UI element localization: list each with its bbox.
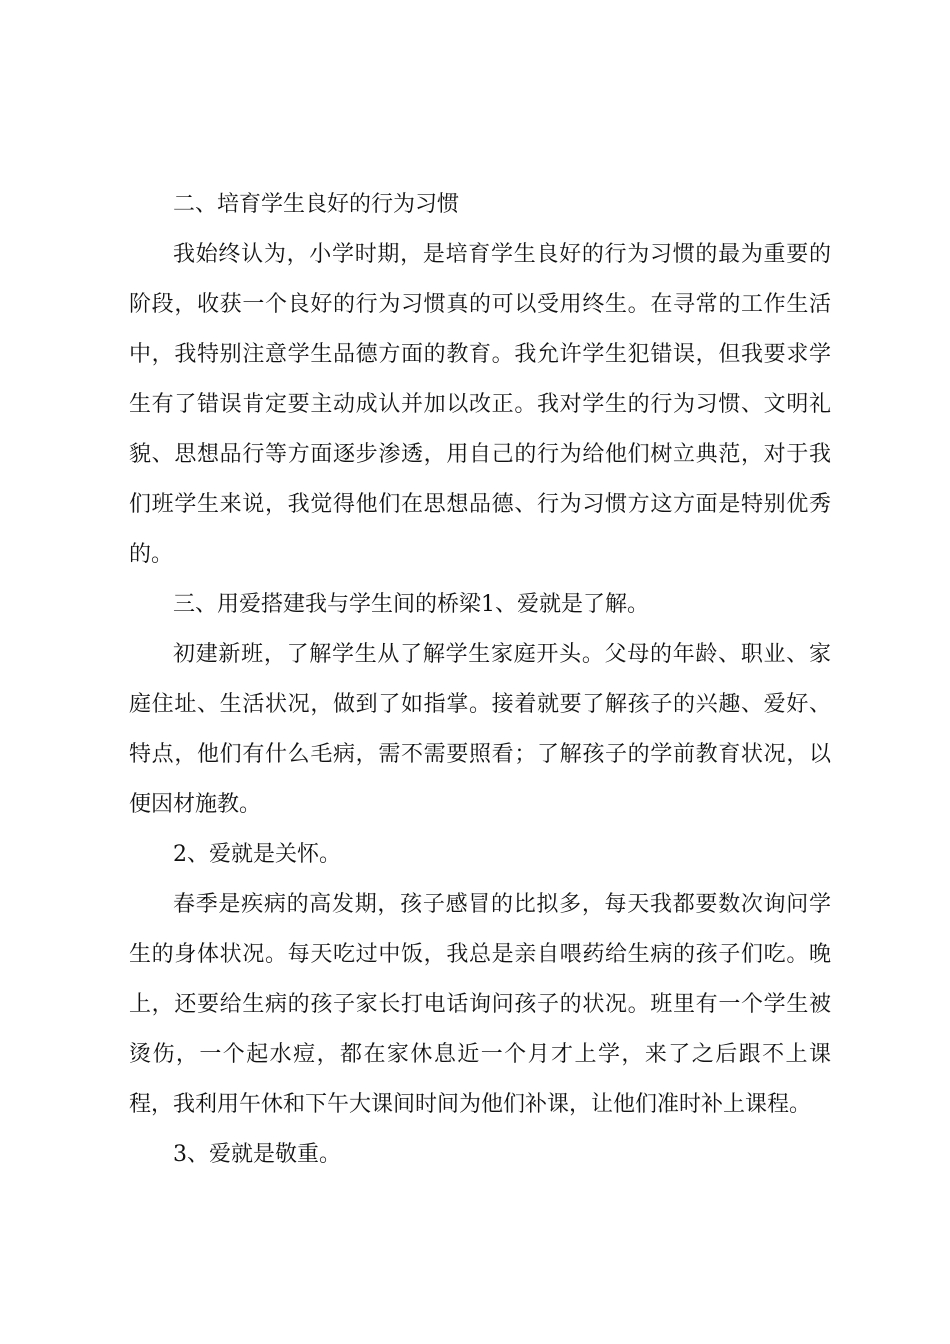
body-paragraph: 初建新班，了解学生从了解学生家庭开头。父母的年龄、职业、家庭住址、生活状况，做到了如指掌。接着就要了解孩子的兴趣、爱好、特点，他们有什么毛病，需不需要照看；了解孩子的学前教育状况，以便因材施教。 xyxy=(129,642,831,817)
section-heading-3: 三、用爱搭建我与学生间的桥梁1、爱就是了解。 xyxy=(173,592,649,617)
subheading-care: 2、爱就是关怀。 xyxy=(173,842,341,867)
document-body xyxy=(129,180,831,1180)
section-heading-2: 二、培育学生良好的行为习惯 xyxy=(173,192,460,217)
subheading-respect: 3、爱就是敬重。 xyxy=(173,1142,341,1167)
body-paragraph: 我始终认为，小学时期，是培育学生良好的行为习惯的最为重要的阶段，收获一个良好的行为习惯真的可以受用终生。在寻常的工作生活中，我特别注意学生品德方面的教育。我允许学生犯错误，但我要求学生有了错误肯定要主动成认并加以改正。我对学生的行为习惯、文明礼貌、思想品行等方面逐步渗透，用自己的行为给他们树立典范，对于我们班学生来说，我觉得他们在思想品德、行为习惯方这方面是特别优秀的。 xyxy=(129,242,831,567)
body-paragraph: 春季是疾病的高发期，孩子感冒的比拟多，每天我都要数次询问学生的身体状况。每天吃过中饭，我总是亲自喂药给生病的孩子们吃。晚上，还要给生病的孩子家长打电话询问孩子的状况。班里有一个学生被烫伤，一个起水痘，都在家休息近一个月才上学，来了之后跟不上课程，我利用午休和下午大课间时间为他们补课，让他们准时补上课程。 xyxy=(129,892,831,1117)
